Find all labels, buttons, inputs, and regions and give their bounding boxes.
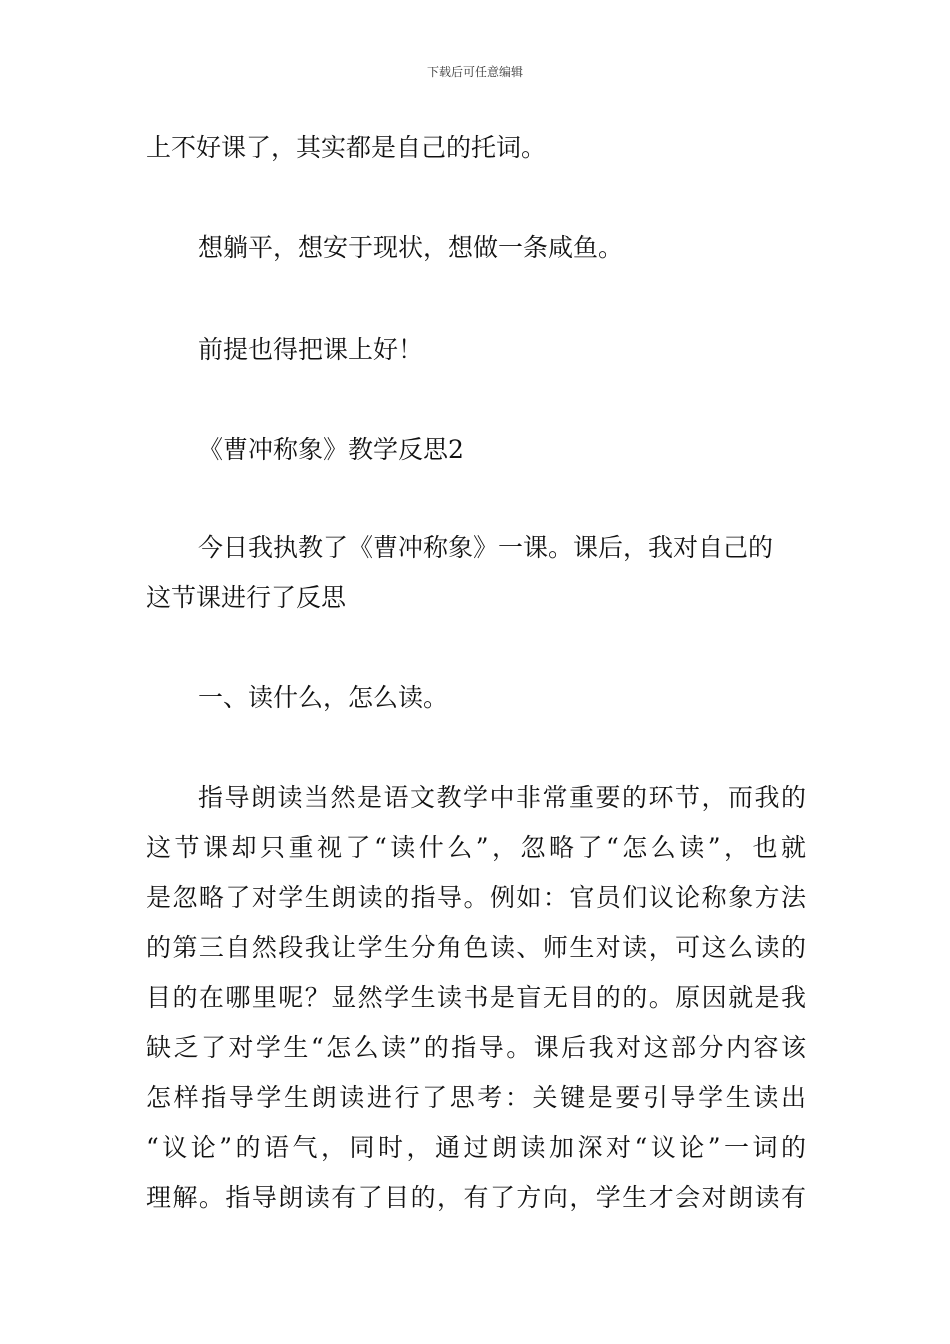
paragraph-line: 缺乏了对学生“怎么读”的指导。课后我对这部分内容该 [146, 1033, 806, 1062]
paragraph-line: 怎样指导学生朗读进行了思考：关键是要引导学生读出 [146, 1083, 806, 1112]
paragraph-line: 理解。指导朗读有了目的，有了方向，学生才会对朗读有 [146, 1183, 806, 1212]
paragraph-line: 的第三自然段我让学生分角色读、师生对读，可这么读的 [146, 933, 806, 962]
paragraph-line: 目的在哪里呢？显然学生读书是盲无目的的。原因就是我 [146, 983, 806, 1012]
paragraph-line: 上不好课了，其实都是自己的托词。 [146, 133, 547, 162]
page-header: 下载后可任意编辑 [426, 65, 523, 79]
section-title: 《曹冲称象》教学反思2 [198, 435, 464, 464]
paragraph-line: 想躺平，想安于现状，想做一条咸鱼。 [198, 233, 624, 262]
paragraph-line: “议论”的语气，同时，通过朗读加深对“议论”一词的 [146, 1133, 806, 1162]
section-heading: 一、读什么，怎么读。 [198, 683, 449, 712]
paragraph-line: 前提也得把课上好！ [198, 335, 424, 364]
paragraph-line: 指导朗读当然是语文教学中非常重要的环节，而我的 [198, 783, 806, 812]
paragraph-line: 这节课进行了反思 [146, 583, 347, 612]
paragraph-line: 这节课却只重视了“读什么”，忽略了“怎么读”，也就 [146, 833, 806, 862]
paragraph-line: 今日我执教了《曹冲称象》一课。课后，我对自己的 [198, 533, 774, 562]
paragraph-line: 是忽略了对学生朗读的指导。例如：官员们议论称象方法 [146, 883, 806, 912]
